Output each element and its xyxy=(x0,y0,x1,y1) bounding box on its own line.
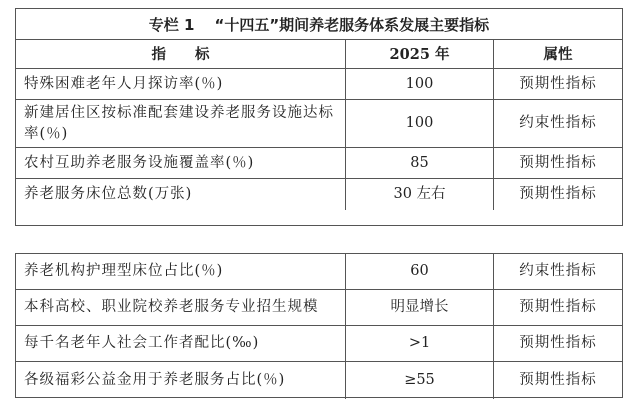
indicator-cell: 每千名老年人社会工作者配比(‰) xyxy=(16,326,346,361)
attribute-cell: 预期性指标 xyxy=(519,372,597,388)
attribute-cell: 预期性指标 xyxy=(519,186,597,202)
indicator-cell: 各级福彩公益金用于养老服务占比(％) xyxy=(16,362,346,399)
value-cell: 85 xyxy=(346,148,494,178)
attribute-cell: 预期性指标 xyxy=(519,299,597,315)
attribute-cell: 预期性指标 xyxy=(519,154,597,171)
value-cell: >1 xyxy=(346,326,494,361)
value-cell: 60 xyxy=(346,254,494,289)
indicator-cell: 新建居住区按标准配套建设养老服务设施达标率(％) xyxy=(16,100,346,147)
value-cell: 明显增长 xyxy=(346,290,494,325)
table-row xyxy=(16,69,622,100)
table-row xyxy=(16,100,622,148)
table-row xyxy=(16,254,622,290)
table-row xyxy=(16,179,622,210)
value-cell: 100 xyxy=(346,100,494,147)
value-cell: ≥55 xyxy=(346,362,494,399)
attribute-cell: 预期性指标 xyxy=(519,75,597,92)
table-row xyxy=(16,290,622,326)
table-title xyxy=(16,9,622,40)
indicator-cell: 养老服务床位总数(万张) xyxy=(16,179,346,210)
table-row xyxy=(16,148,622,179)
value-cell: 30 左右 xyxy=(346,179,494,210)
indicator-table-part1 xyxy=(15,8,623,226)
indicator-cell: 农村互助养老服务设施覆盖率(％) xyxy=(16,148,346,178)
indicator-cell: 本科高校、职业院校养老服务专业招生规模 xyxy=(16,290,346,325)
table-row xyxy=(16,362,622,399)
attribute-cell: 约束性指标 xyxy=(519,115,597,131)
table-header xyxy=(16,40,622,69)
header-indicator: 指 标 xyxy=(16,40,346,68)
header-year: 2025 年 xyxy=(346,40,494,68)
indicator-table-part2 xyxy=(15,253,623,398)
indicator-cell: 养老机构护理型床位占比(％) xyxy=(16,254,346,289)
attribute-cell: 预期性指标 xyxy=(519,335,597,351)
table-title-text: “十四五”期间养老服务体系发展主要指标 xyxy=(214,15,490,34)
attribute-cell: 约束性指标 xyxy=(519,263,597,279)
column-label: 专栏 1 xyxy=(148,15,195,34)
header-attribute: 属性 xyxy=(543,45,573,63)
value-cell: 100 xyxy=(346,69,494,99)
table-row xyxy=(16,326,622,362)
indicator-cell: 特殊困难老年人月探访率(％) xyxy=(16,69,346,99)
